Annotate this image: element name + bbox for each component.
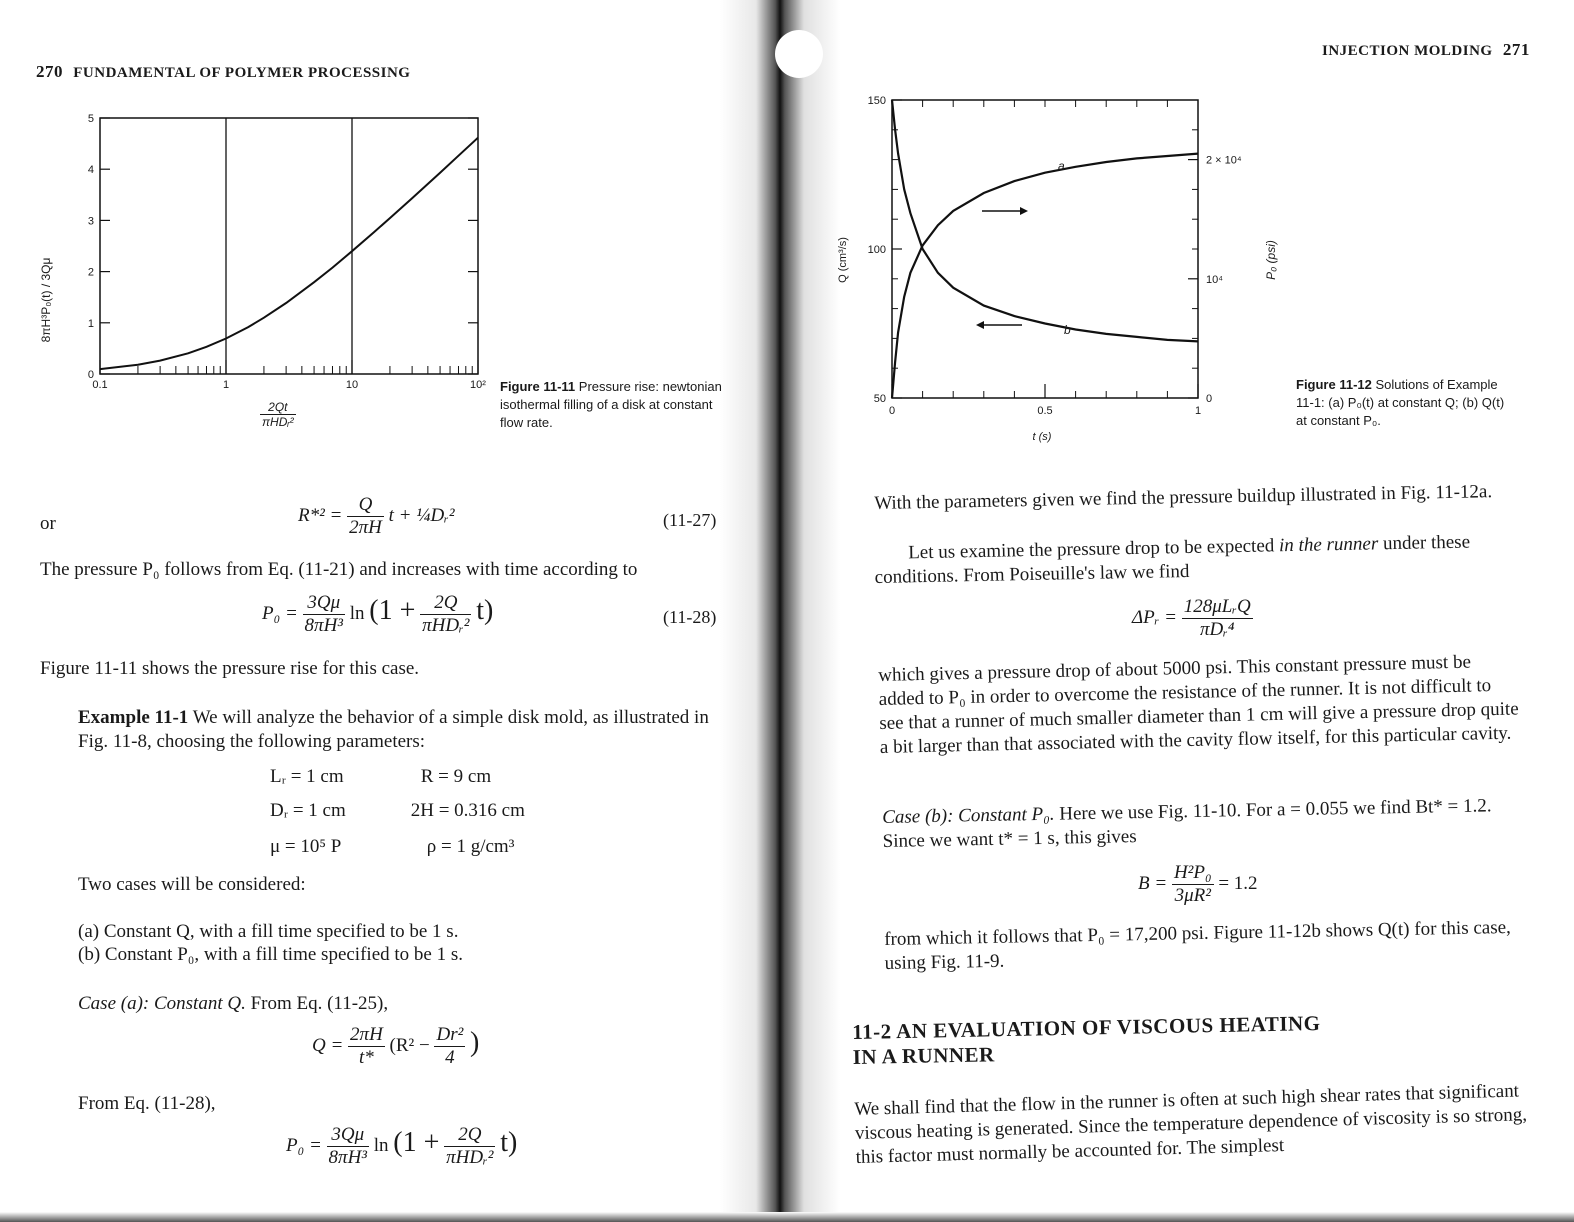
eq-b-rhs: = 1.2 [1218,872,1258,894]
left-para-2: Figure 11-11 shows the pressure rise for this case. [40,658,420,679]
chart2-ylabel-left: Q (cm³/s) [837,237,849,283]
eqQ-den: t* [359,1047,374,1068]
chart1-series-line [100,138,478,369]
figure-11-12-caption [1296,376,1518,430]
eq28-number: (11-28) [663,607,717,627]
chart2-series-b [892,100,1198,341]
example-label: Example 11-1 [78,707,189,728]
chart2-y-tick-label: 100 [867,244,886,256]
chart1-y-tick-label: 4 [87,164,94,177]
chart1-x-tick-label: 10 [345,379,359,391]
section-line-1: 11-2 AN EVALUATION OF VISCOUS HEATING [852,1011,1321,1044]
section-line-2: IN A RUNNER [852,1042,995,1069]
eqP-ln: ln [373,1134,389,1156]
eq27-number: (11-27) [663,510,717,530]
chart1-x-tick-label: 1 [222,379,230,391]
eq27-lead: or [40,513,56,534]
chart1-ticks [100,118,478,374]
eq27-rest: t + ¼Dᵣ² [388,504,455,526]
chart2-axes [892,100,1198,398]
case-b-text: Here we use Fig. 11-10. For a = 0.055 we find Bt* = 1.2. Since we want t* = 1 s, this gives [882,795,1492,852]
chart2-y-tick-label: 150 [867,95,886,107]
param-row-2 [270,800,525,822]
eq-b [1138,862,1258,907]
case-a-head: Case (a): Constant Q. [78,993,246,1014]
section-heading [852,1011,1321,1070]
chart2-y2-tick-label: 10⁴ [1206,273,1223,286]
eq-11-27 [298,494,455,539]
param-2-left: Dᵣ = 1 cm [270,800,346,821]
eqQ-lhs: Q = [312,1034,344,1056]
chart2-ylabel-right-box [1255,200,1295,320]
eq-11-28 [262,592,493,637]
right-para-5: We shall find that the flow in the runner is often at such high shear rates that significant viscous heating is generated. Since the temperature dependence of viscosity is so strong, this factor must normally be accounted for. The simplest [854,1080,1528,1168]
eqP-inner-num: 2Q [444,1124,495,1147]
chart1-y-tick-label: 5 [87,113,94,125]
eq-dp-num: 128μLᵣQ [1183,596,1251,617]
case-a-item: (a) Constant Q, with a fill time specified to be 1 s. [78,921,459,942]
case-b-head: Case (b): Constant P₀. [882,803,1055,828]
eq28-den: 8πH³ [304,615,343,636]
chart2-frame [892,100,1198,398]
two-cases-text: Two cases will be considered: [78,874,306,895]
figure-11-11-caption [500,378,722,432]
chart1-tick-labels [88,113,486,391]
chart1-xlabel [260,400,296,429]
figure-11-12-chart [832,90,1252,450]
eqP-num: 3Qμ [327,1124,369,1147]
chart2-xlabel: t (s) [1032,431,1052,443]
figure-11-11-chart [30,100,500,440]
right-para-3: which gives a pressure drop of about 5000 psi. This constant pressure must be added to P₀ in order to overcome the resistance of the runner. It is not difficult to see that a runner of much smaller diameter than 1 cm will give a pressure drop quite a bit larger than that associated with the cavity flow itself, for this particular cavity. [878,651,1519,758]
eqQ-mid: (R² − [389,1034,430,1056]
chart1-vertical-lines [226,118,352,374]
eq-b-num: H²P₀ [1173,862,1212,883]
arrow-a-head [1020,207,1028,215]
binding-hole [775,30,823,78]
para2-start: Let us examine the pressure drop to be expected [908,535,1275,564]
figure-11-11-text: Pressure rise: newtonian isothermal filling of a disk at constant flow rate. [500,379,722,430]
chart2-series-a [892,154,1198,398]
param-1-right: R = 9 cm [420,766,492,787]
book-spine [720,0,840,1222]
param-row-1 [270,766,491,788]
param-3-right: ρ = 1 g/cm³ [426,836,515,857]
right-para-4: from which it follows that P₀ = 17,200 psi. Figure 11-12b shows Q(t) for this case, using Fig. 11-9. [884,916,1511,974]
eqP-inner-den: πHDᵣ² [446,1147,494,1168]
chart2-ticks [892,100,1198,398]
left-page-number: 270 [36,62,63,81]
left-page-header [36,62,410,82]
chart1-y-tick-label: 0 [87,369,94,381]
page-bottom-edge [0,1212,1574,1222]
figure-11-12-label: Figure 11-12 [1296,377,1372,392]
para2-end: under these conditions. From Poiseuille's law we find [874,531,1471,588]
case-b-item: (b) Constant P₀, with a fill time specified to be 1 s. [78,944,463,965]
eqP-inner-tail: t) [500,1126,518,1158]
example-text: We will analyze the behavior of a simple disk mold, as illustrated in Fig. 11-8, choosing the following parameters: [78,707,709,752]
eqQ-close: ) [470,1026,480,1058]
chart1-y-tick-label: 3 [87,215,94,228]
eq27-den: 2πH [349,517,382,538]
eqP-den: 8πH³ [328,1147,367,1168]
eq-p0 [286,1124,517,1169]
param-3-left: μ = 10⁵ P [270,836,342,857]
eqQ-inner-num: Dr² [436,1024,464,1045]
figure-11-12-text: Solutions of Example 11-1: (a) P₀(t) at constant Q; (b) Q(t) at constant P₀. [1296,377,1505,428]
eqQ-inner-den: 4 [445,1047,455,1068]
curve-b-label: b [1064,323,1071,337]
from-eq-28: From Eq. (11-28), [78,1093,216,1114]
example-11-1 [78,706,723,754]
right-page-header [1322,40,1530,60]
eq28-num: 3Qμ [303,592,345,615]
param-2-right: 2H = 0.316 cm [410,800,525,821]
chart1-xlabel-num: 2Qt [260,400,296,415]
eq-b-lhs: B = [1138,872,1168,894]
chart2-tick-labels [868,95,1242,417]
case-a-heading [78,992,388,1016]
eq27-num: Q [347,494,384,517]
left-page-running-title: FUNDAMENTAL OF POLYMER PROCESSING [73,65,411,81]
eq-delta-p [1132,596,1253,641]
arrow-b-head [976,321,984,329]
chart2-y2-tick-label: 2 × 10⁴ [1206,154,1242,167]
chart2-x-tick-label: 0.5 [1037,405,1053,417]
chart2-x-tick-label: 0 [888,405,896,417]
eq28-lhs: P₀ = [262,602,298,624]
eq28-inner-tail: t) [476,594,494,626]
chart1-xlabel-den: πHDᵣ² [262,415,294,429]
chart2-x-tick-label: 1 [1194,405,1202,417]
param-1-left: Lᵣ = 1 cm [270,766,344,787]
eq27-lhs: R*² = [298,504,343,526]
chart1-axes [100,118,478,374]
eqP-inner-lead: (1 + [393,1126,440,1158]
para2-italic: in the runner [1278,533,1379,557]
eq28-inner-den: πHDᵣ² [422,615,470,636]
eq-dp-lhs: ΔPᵣ = [1132,606,1178,628]
curve-a-label: a [1058,159,1065,173]
eq28-inner-num: 2Q [420,592,471,615]
figure-11-11-label: Figure 11-11 [500,379,576,394]
chart2-ylabel-right: P₀ (psi) [1264,240,1278,280]
case-b-paragraph [882,794,1523,854]
eqP-lhs: P₀ = [286,1134,322,1156]
param-row-3 [270,836,514,858]
chart1-x-tick-label: 0.1 [92,379,108,391]
right-page-number: 271 [1502,40,1530,59]
eq28-inner-lead: (1 + [369,594,416,626]
right-page-running-title: INJECTION MOLDING [1322,43,1493,59]
chart1-y-tick-label: 2 [87,266,94,279]
chart1-frame [100,118,478,374]
left-para-1: The pressure P₀ follows from Eq. (11-21) and increases with time according to [40,559,638,580]
right-para-2 [874,530,1517,590]
chart2-y-tick-label: 50 [873,393,886,405]
eq-dp-den: πDᵣ⁴ [1200,619,1235,640]
case-a-from: From Eq. (11-25), [250,993,389,1014]
chart1-y-tick-label: 1 [87,317,94,330]
eq-b-den: 3μR² [1174,885,1211,906]
right-para-1: With the parameters given we find the pressure buildup illustrated in Fig. 11-12a. [874,481,1493,514]
eq28-ln: ln [349,602,365,624]
chart1-ylabel: 8πH³P₀(t) / 3Qμ [39,257,53,343]
chart2-y2-tick-label: 0 [1206,393,1213,405]
eqQ-num: 2πH [350,1024,383,1045]
eq-q [312,1024,479,1069]
chart1-x-tick-label: 10² [470,379,486,391]
